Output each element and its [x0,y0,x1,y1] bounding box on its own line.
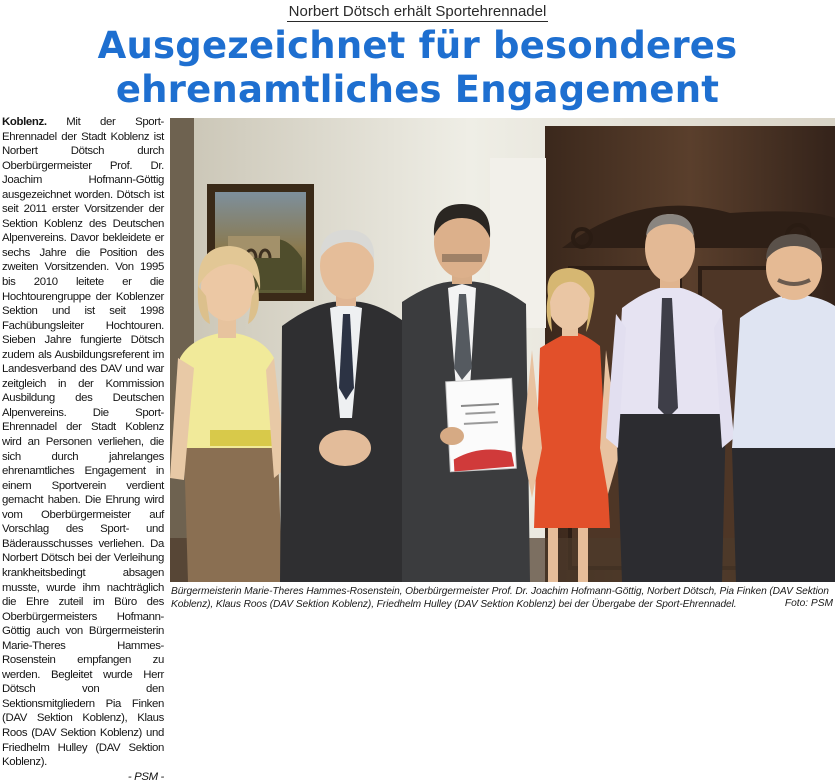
headline-line-1: Ausgezeichnet für besonderes [97,24,738,67]
photo-illustration [170,118,835,582]
group-photo [170,118,835,582]
kicker: Norbert Dötsch erhält Sportehrennadel [288,3,547,20]
body-text: Mit der Sport-Ehrennadel der Stadt Koblenz ist Norbert Dötsch durch Oberbürgermeister Prof. Dr. Joachim Hofmann-Göttig ausgezeichnet worden. Dötsch ist seit 2011 erster Vorsitzender der Sektion Koblenz des Deutschen Alpenvereins. Davor bekleidete er sechs Jahre die Position des zweiten Vorsitzenden. Von 1995 bis 2010 leitete er die Hochtourengruppe der Koblenzer Sektion und ist seit 1998 Fachübungsleiter Hochtouren. Sieben Jahre fungierte Dötsch zudem als Ausbildungsreferent im Landesverband des DAV und war zeitgleich in der Kommission Ausbildung des Deutschen Alpenvereins. Die Sport-Ehrennadel der Stadt Koblenz wird an Personen verliehen, die sich durch jahrelanges ehrenamtliches Engagement in einem Sportverein verdient gemacht haben. Die Ehrung wird vom Oberbürgermeister auf Vorschlag des Sport- und Bäderausschusses verliehen. Da Norbert Dötsch bei der Verleihung krankheitsbedingt absagen musste, wurde ihm nachträglich die Ehre zuteil im Büro des Oberbürgermeisters Hofmann-Göttig auch von Bürgermeisterin Marie-Theres Hammes-Rosenstein empfangen zu werden. Begleitet wurde Herr Dötsch von den Sektionsmitgliedern Pia Finken (DAV Sektion Koblenz), Klaus Roos (DAV Sektion Koblenz) und Friedhelm Hulley (DAV Sektion Koblenz). [2,116,164,769]
photo-caption: Bürgermeisterin Marie-Theres Hammes-Rosenstein, Oberbürgermeister Prof. Dr. Joachim Hofmann-Göttig, Norbert Dötsch, Pia Finken (DAV Sektion Koblenz), Klaus Roos (DAV Sektion Koblenz), Friedhelm Hulley (DAV Sektion Koblenz) bei der Übergabe der Sport-Ehrennadel. [171,586,829,610]
certificate [446,378,517,471]
dateline: Koblenz. [2,116,47,128]
photo-credit: Foto: PSM [784,598,833,609]
signature: - PSM - [127,770,164,783]
article-body [2,115,164,784]
headline-line-2: ehrenamtliches Engagement [115,68,720,111]
headline [0,24,835,112]
